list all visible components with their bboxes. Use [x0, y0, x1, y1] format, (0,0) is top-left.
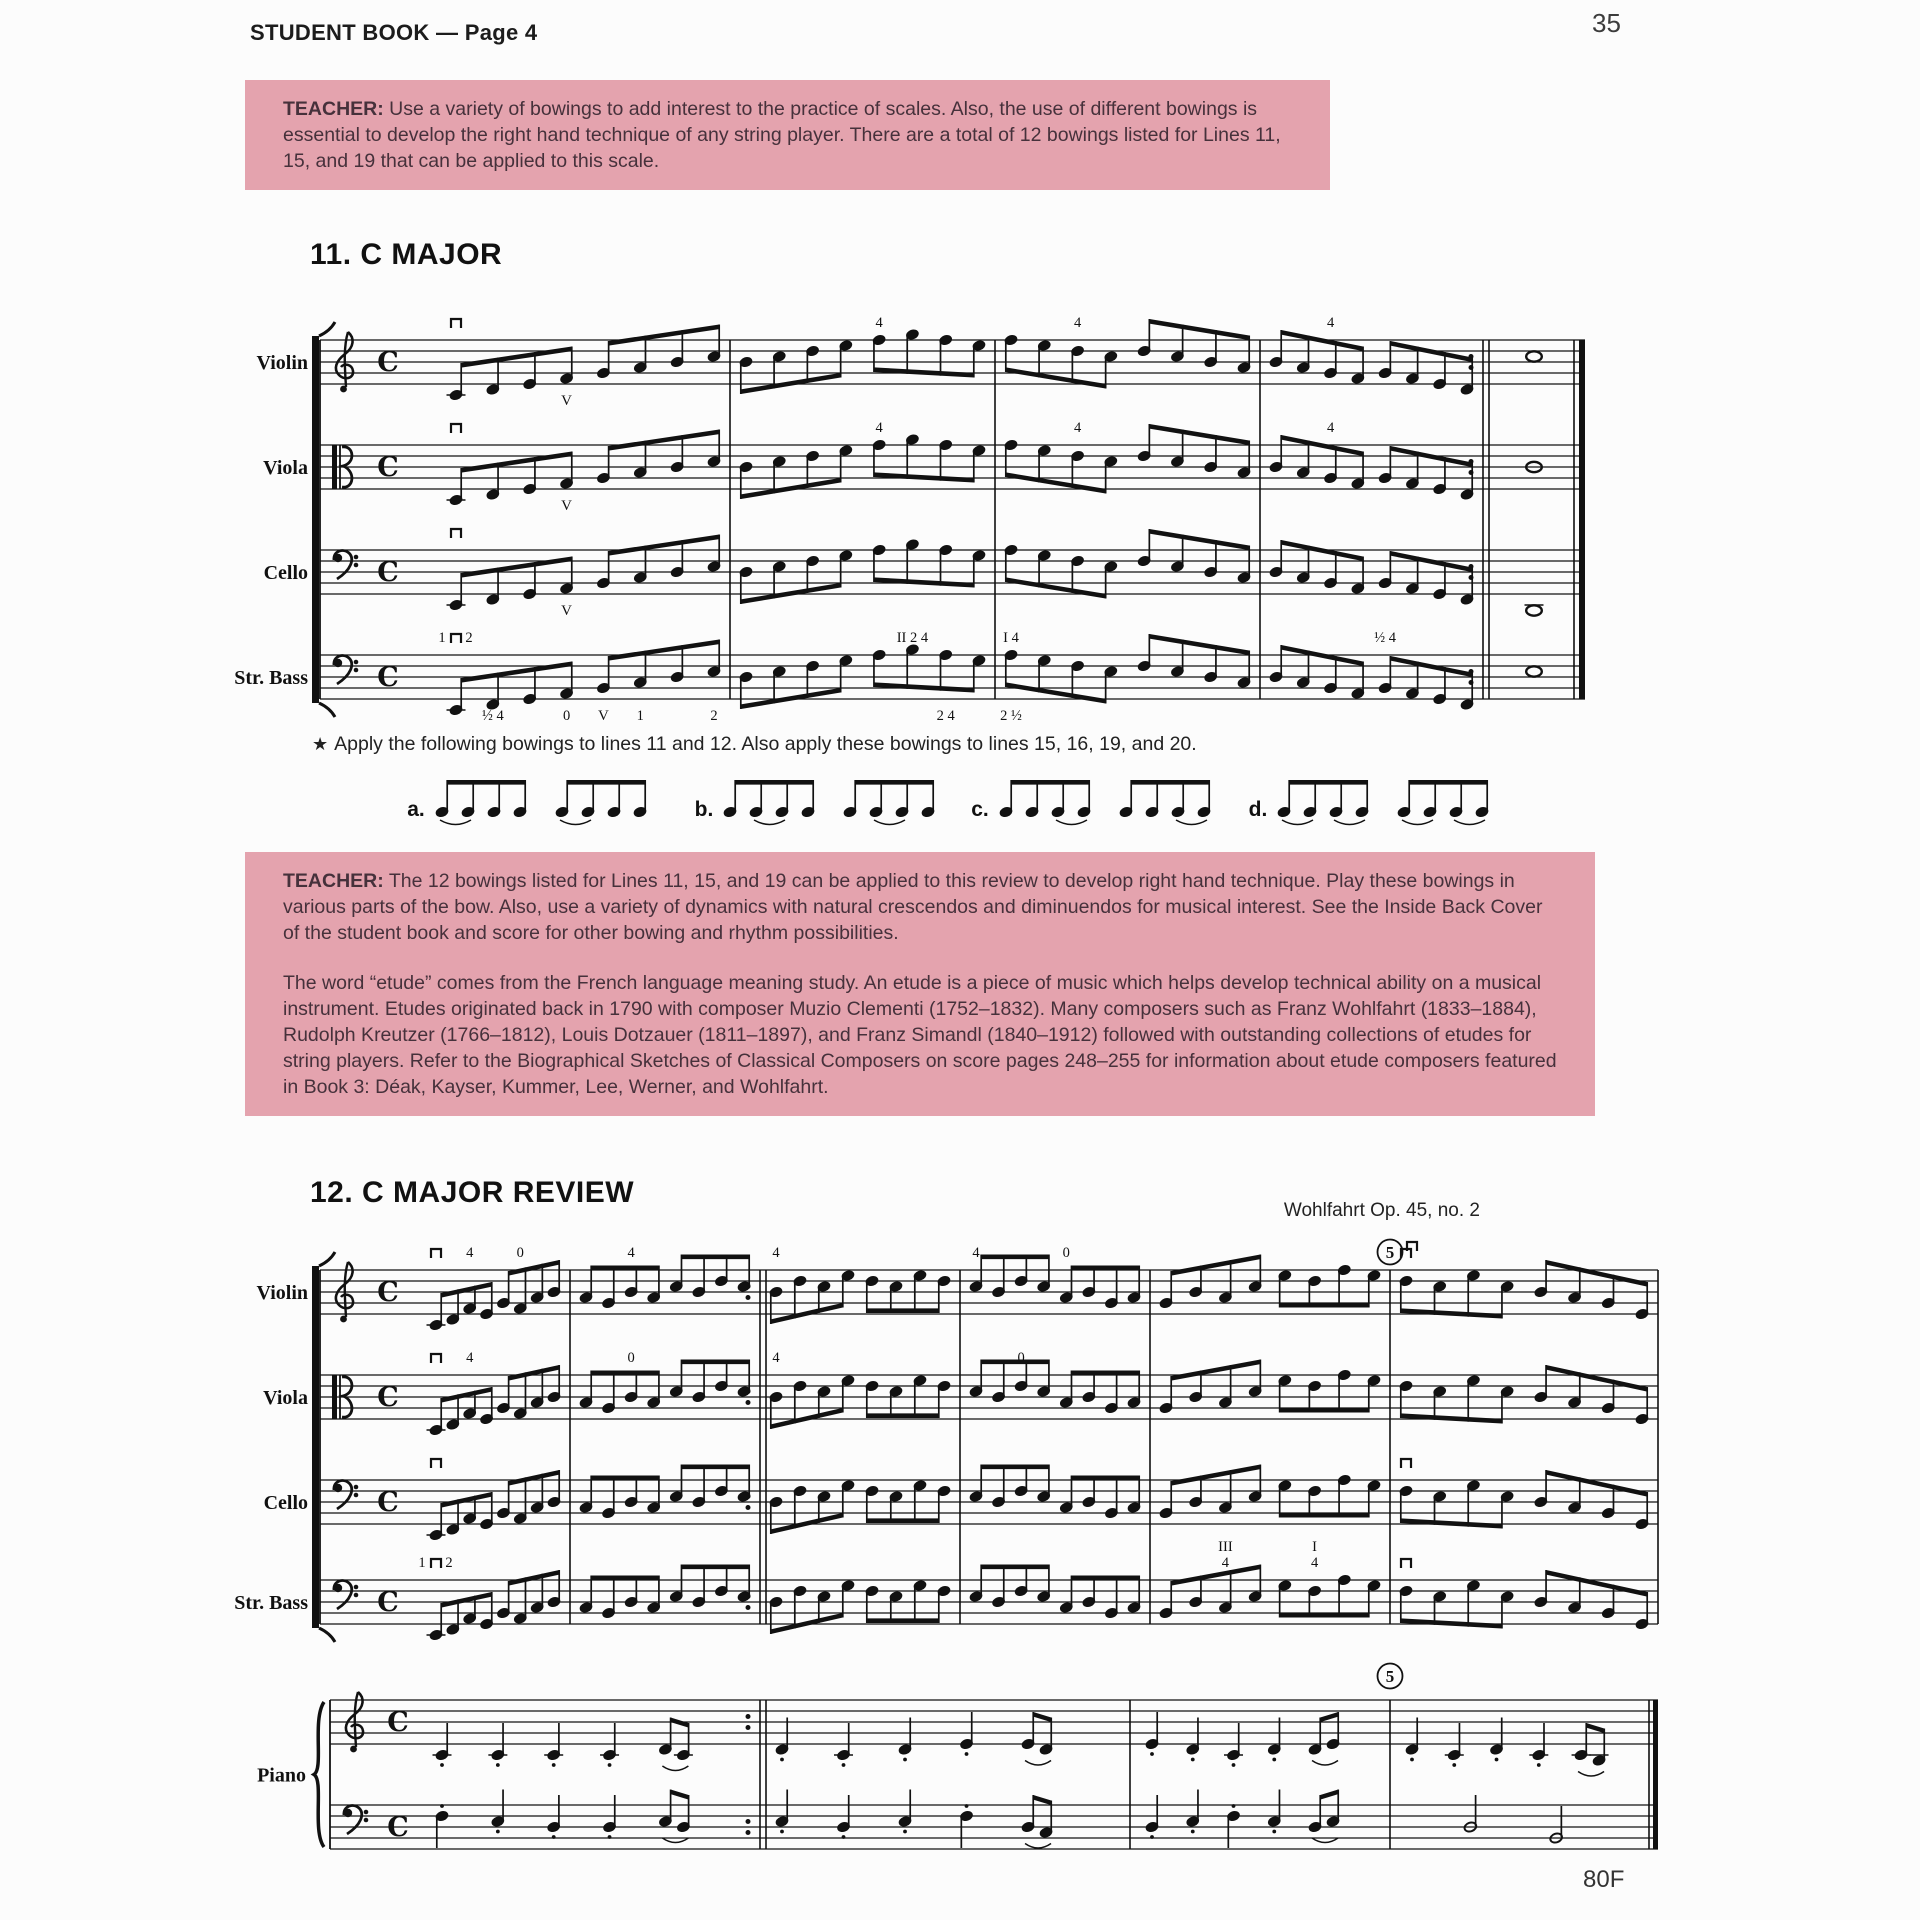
page-number: 35 — [1592, 8, 1621, 38]
svg-text:5: 5 — [1385, 1243, 1395, 1262]
svg-text:4: 4 — [627, 1245, 635, 1261]
svg-text:4: 4 — [772, 1245, 780, 1261]
star-icon: ★ — [312, 734, 329, 754]
svg-text:C: C — [377, 1382, 399, 1413]
svg-text:4: 4 — [875, 420, 883, 436]
section-11-title: 11. C MAJOR — [310, 238, 503, 271]
svg-text:0: 0 — [627, 1350, 635, 1366]
teacher-note-1-paragraph — [283, 96, 1292, 174]
svg-text:4: 4 — [1326, 420, 1335, 436]
svg-text:4: 4 — [1326, 315, 1335, 331]
svg-text:0: 0 — [1017, 1350, 1025, 1366]
svg-text:C: C — [377, 1277, 399, 1308]
svg-text:c.: c. — [971, 798, 989, 821]
svg-text:Cello: Cello — [263, 1492, 308, 1514]
svg-text:Piano: Piano — [257, 1764, 306, 1787]
svg-text:b.: b. — [694, 798, 714, 821]
svg-text:II 2 4: II 2 4 — [896, 630, 929, 646]
svg-text:III: III — [1218, 1539, 1233, 1555]
svg-text:C: C — [377, 452, 399, 483]
svg-text:Cello: Cello — [263, 562, 308, 584]
svg-text:V: V — [561, 603, 572, 619]
svg-text:I 4: I 4 — [1003, 630, 1019, 646]
svg-text:C: C — [377, 1487, 399, 1518]
svg-text:1: 1 — [438, 630, 446, 646]
composer-credit: Wohlfahrt Op. 45, no. 2 — [1283, 1200, 1480, 1221]
svg-text:Viola: Viola — [263, 1387, 308, 1409]
svg-text:Str. Bass: Str. Bass — [234, 667, 308, 689]
svg-text:C: C — [387, 1812, 409, 1843]
svg-text:Viola: Viola — [263, 457, 308, 479]
svg-text:1: 1 — [636, 708, 644, 724]
svg-text:4: 4 — [772, 1350, 780, 1366]
teacher-note-2 — [245, 852, 1595, 1116]
svg-text:V: V — [561, 498, 572, 514]
teacher-note-2-paragraph-1 — [283, 868, 1557, 946]
teacher-note-1 — [245, 80, 1330, 190]
svg-text:4: 4 — [875, 315, 883, 331]
svg-text:Violin: Violin — [256, 1282, 308, 1304]
bowing-instruction — [312, 733, 1197, 756]
svg-text:C: C — [377, 557, 399, 588]
svg-text:V: V — [598, 708, 609, 724]
svg-text:4: 4 — [972, 1245, 980, 1261]
score-line-12 — [234, 1240, 1700, 1890]
svg-text:2 4: 2 4 — [936, 708, 955, 724]
svg-text:C: C — [377, 347, 399, 378]
score-line-11 — [234, 300, 1640, 745]
svg-text:4: 4 — [1221, 1555, 1230, 1571]
plate-number: 80F — [1583, 1866, 1625, 1893]
svg-text:V: V — [561, 393, 572, 409]
svg-text:d.: d. — [1248, 798, 1268, 821]
teacher-note-2-text-1: The 12 bowings listed for Lines 11, 15, and 19 can be applied to this review to develop right hand technique. Play these bowings in various parts of the bow. Also, use a variety of dynamics with natural crescendos and diminuendos for musical interest. See the Inside Back Cover of the student book and score for other bowing and rhythm possibilities. — [283, 870, 1543, 944]
teacher-label: TEACHER: — [283, 98, 384, 120]
svg-text:I: I — [1312, 1539, 1317, 1555]
svg-text:5: 5 — [1385, 1667, 1395, 1686]
svg-text:4: 4 — [1073, 315, 1082, 331]
svg-text:2: 2 — [465, 630, 473, 646]
svg-text:C: C — [387, 1707, 409, 1738]
teacher-note-2-paragraph-2: The word “etude” comes from the French language meaning study. An etude is a piece of music which helps develop technical ability on a musical instrument. Etudes originated back in 1790 with composer Muzio Clementi (1752–1832). Many composers such as Franz Wohlfahrt (1833–1884), Rudolph Kreutzer (1766–1812), Louis Dotzauer (1811–1897), and Franz Simandl (1840–1912) followed with outstanding collections of etudes for string players. Refer to the Biographical Sketches of Classical Composers on score pages 248–255 for information about etude composers featured in Book 3: Déak, Kayser, Kummer, Lee, Werner, and Wohlfahrt. — [283, 972, 1557, 1098]
svg-text:0: 0 — [1062, 1245, 1070, 1261]
svg-text:1: 1 — [418, 1555, 426, 1571]
svg-text:Violin: Violin — [256, 352, 308, 374]
section-12-title: 12. C MAJOR REVIEW — [310, 1176, 635, 1209]
bowing-patterns — [400, 760, 1550, 834]
svg-text:2: 2 — [445, 1555, 453, 1571]
svg-text:0: 0 — [562, 708, 571, 724]
svg-text:4: 4 — [1073, 420, 1082, 436]
svg-text:0: 0 — [516, 1245, 524, 1261]
bowing-instruction-text: Apply the following bowings to lines 11 and 12. Also apply these bowings to lines 15, 16, 19, and 20. — [334, 733, 1197, 755]
svg-text:2: 2 — [710, 708, 718, 724]
svg-text:4: 4 — [466, 1350, 474, 1366]
page-header: STUDENT BOOK — Page 4 — [250, 20, 538, 45]
svg-text:Str. Bass: Str. Bass — [234, 1592, 308, 1614]
svg-text:C: C — [377, 1587, 399, 1618]
svg-text:½ 4: ½ 4 — [481, 708, 504, 724]
svg-text:4: 4 — [466, 1245, 474, 1261]
teacher-note-1-text: Use a variety of bowings to add interest to the practice of scales. Also, the use of different bowings is essential to develop the right hand technique of any string player. There are a total of 12 bowings listed for Lines 11, 15, and 19 that can be applied to this scale. — [283, 98, 1281, 172]
svg-text:a.: a. — [407, 798, 425, 821]
teacher-label-2: TEACHER: — [283, 870, 384, 892]
svg-text:4: 4 — [1310, 1555, 1319, 1571]
svg-text:½ 4: ½ 4 — [1374, 630, 1397, 646]
svg-text:C: C — [377, 662, 399, 693]
svg-text:2 ½: 2 ½ — [1000, 708, 1022, 724]
